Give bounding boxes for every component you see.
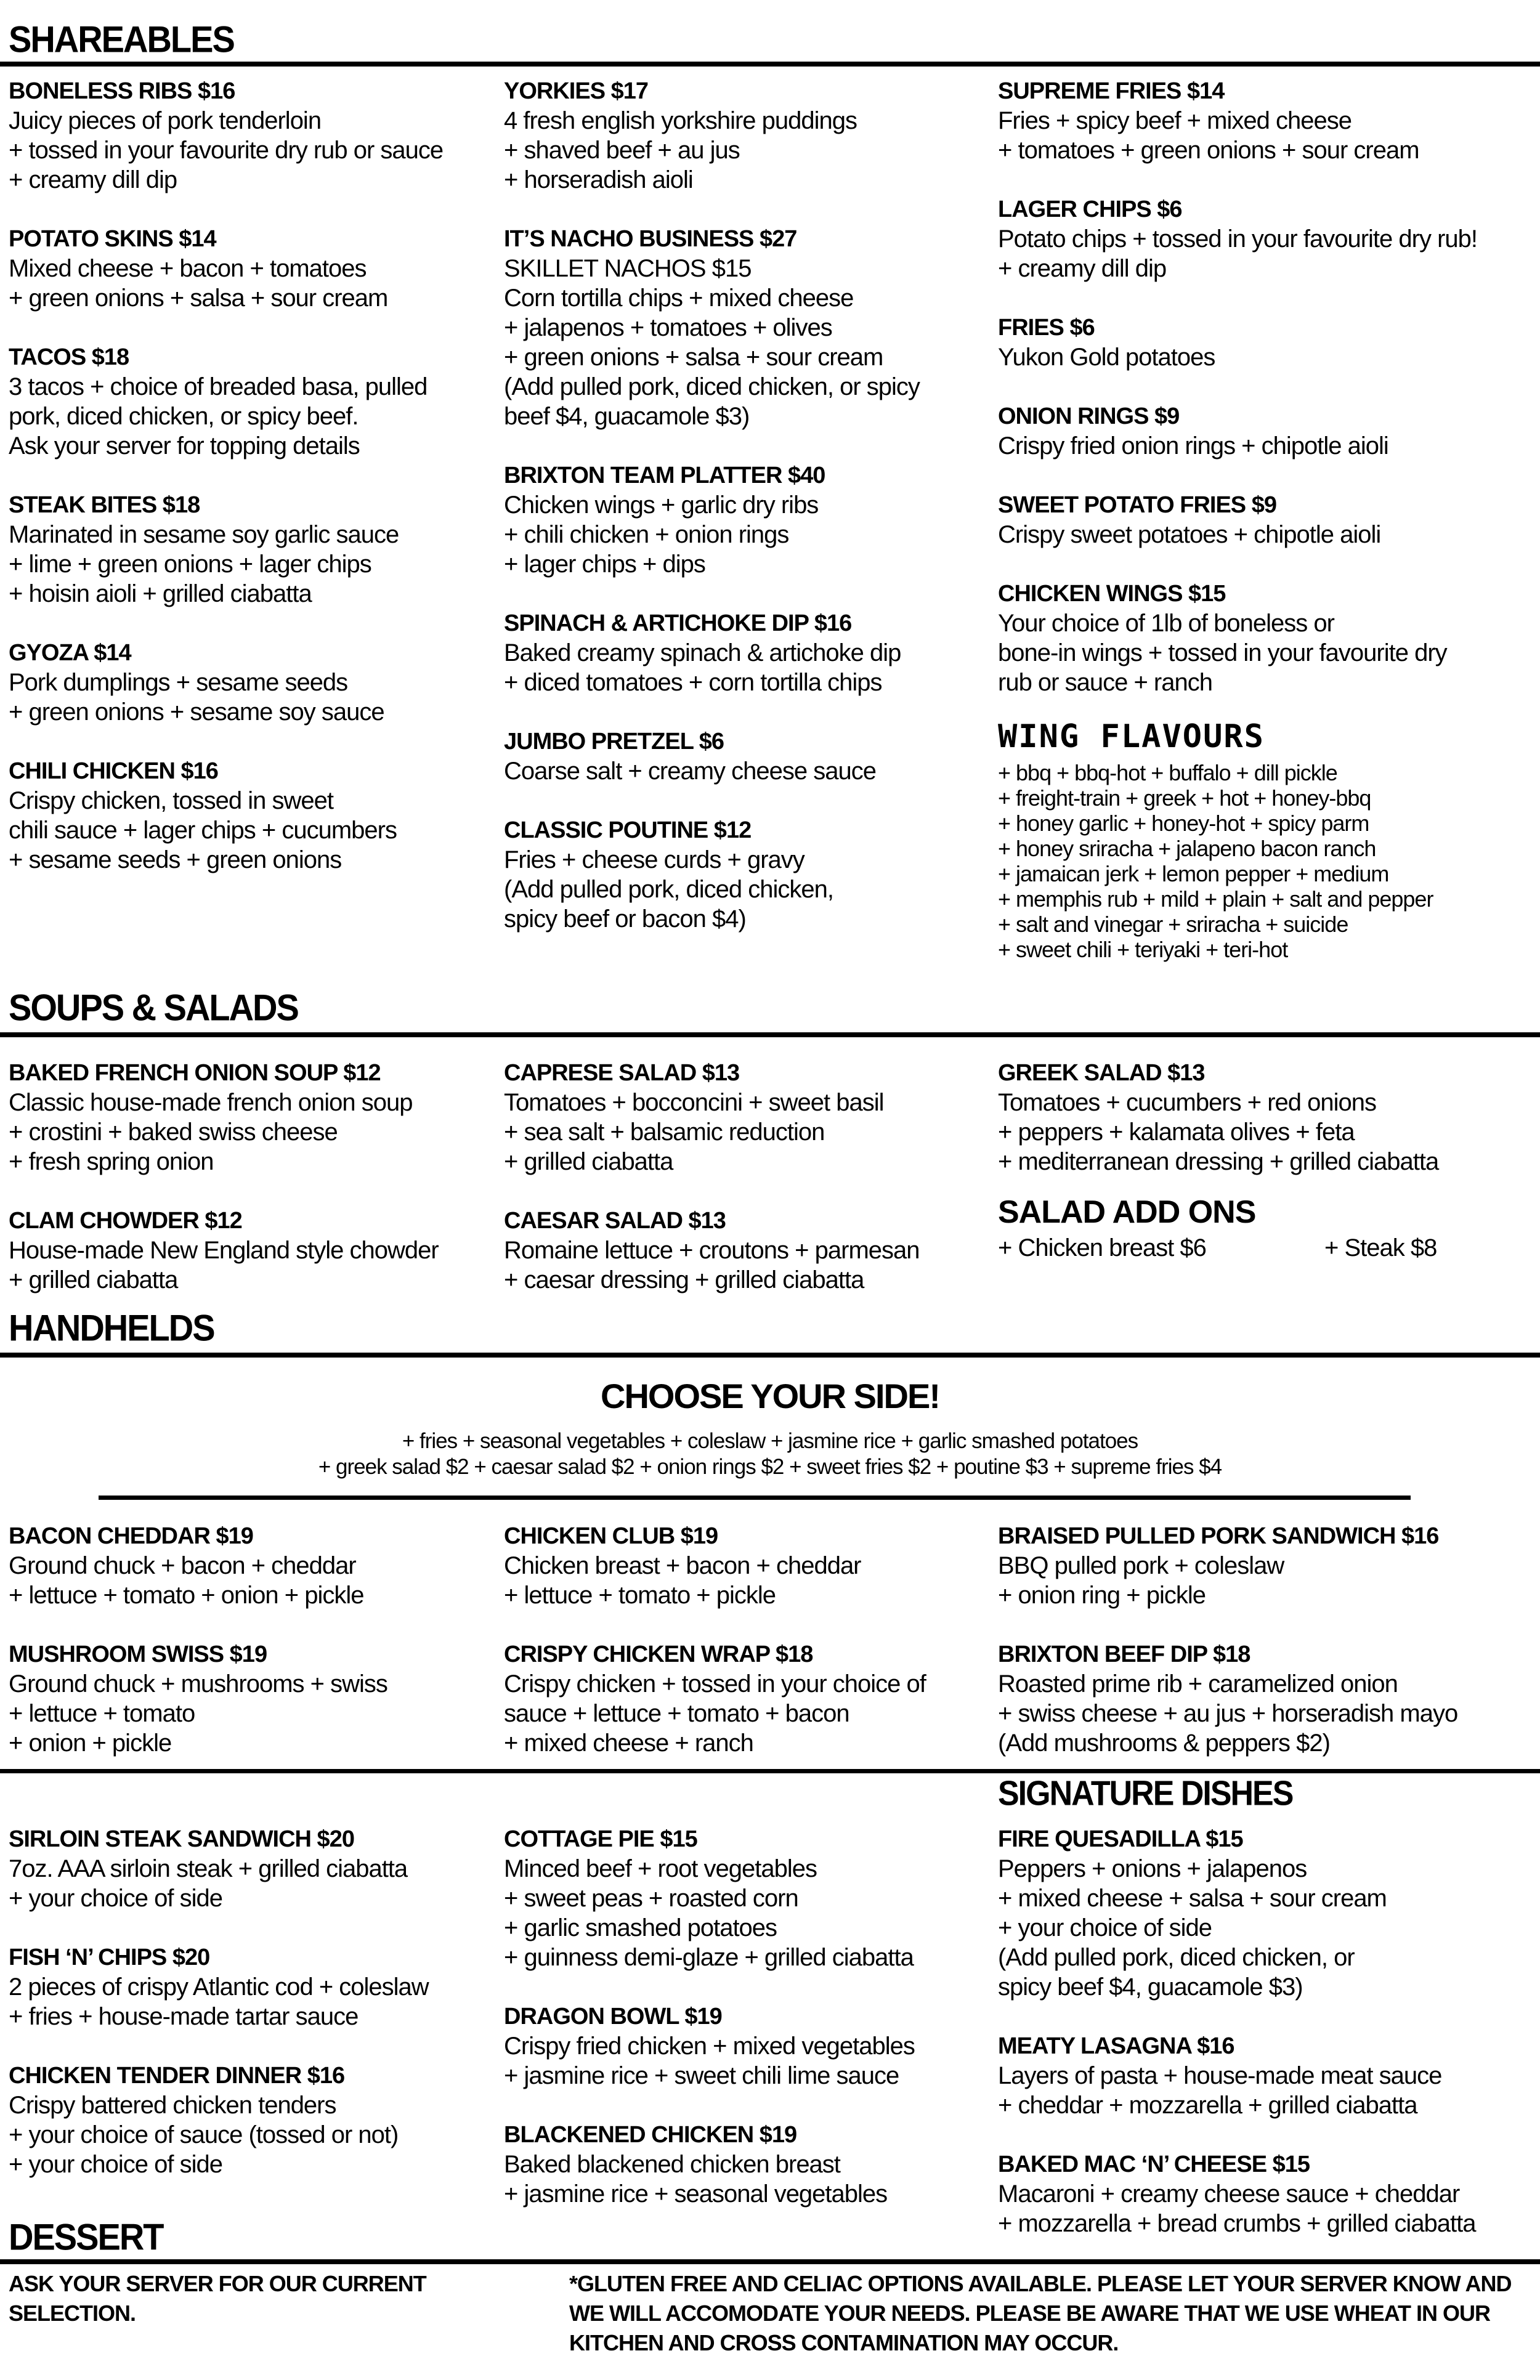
handhelds-column-1 <box>9 1521 495 1787</box>
menu-item-description: (Add pulled pork, diced chicken, or spicy <box>504 373 920 400</box>
menu-item-description: Ground chuck + bacon + cheddar <box>9 1552 356 1579</box>
handhelds-column-2 <box>504 1521 991 1787</box>
menu-item-description: Marinated in sesame soy garlic sauce <box>9 521 399 548</box>
menu-item-title: FIRE QUESADILLA $15 <box>998 1826 1243 1852</box>
menu-item <box>504 1824 991 1972</box>
menu-item-title: YORKIES $17 <box>504 78 648 104</box>
sides-included: + fries + seasonal vegetables + coleslaw + jasmine rice + garlic smashed potatoes <box>402 1429 1138 1453</box>
wing-flavour-line: + salt and vinegar + sriracha + suicide <box>998 912 1348 937</box>
menu-item-description: Macaroni + creamy cheese sauce + cheddar <box>998 2180 1460 2208</box>
menu-item <box>998 2150 1534 2238</box>
menu-item <box>998 402 1534 461</box>
menu-item-description: + caesar dressing + grilled ciabatta <box>504 1266 864 1293</box>
dessert-note-line: ASK YOUR SERVER FOR OUR CURRENT <box>9 2271 426 2296</box>
menu-item-description: + grilled ciabatta <box>9 1266 178 1293</box>
menu-item-title: SPINACH & ARTICHOKE DIP $16 <box>504 610 852 636</box>
menu-item-description: + fresh spring onion <box>9 1148 214 1175</box>
menu-item <box>998 1058 1534 1176</box>
menu-item <box>998 490 1534 549</box>
menu-item-description: Potato chips + tossed in your favourite dry rub! <box>998 225 1477 253</box>
menu-item-description: + green onions + salsa + sour cream <box>9 285 388 312</box>
menu-item-description: rub or sauce + ranch <box>998 669 1212 696</box>
menu-item <box>504 1640 991 1758</box>
menu-item-description: + horseradish aioli <box>504 166 693 193</box>
section-heading-dessert: DESSERT <box>9 2216 163 2258</box>
handhelds-column-3 <box>998 1521 1534 1787</box>
gluten-note-line: *GLUTEN FREE AND CELIAC OPTIONS AVAILABLE. PLEASE LET YOUR SERVER KNOW AND <box>569 2271 1512 2296</box>
menu-item <box>9 76 495 195</box>
menu-item <box>504 76 991 195</box>
menu-item-description: + shaved beef + au jus <box>504 137 740 164</box>
menu-item-title: CHILI CHICKEN $16 <box>9 758 218 784</box>
signature-dishes-heading: SIGNATURE DISHES <box>998 1774 1293 1813</box>
menu-item <box>998 76 1534 165</box>
menu-item-description: Tomatoes + cucumbers + red onions <box>998 1089 1377 1116</box>
section-heading-handhelds: HANDHELDS <box>9 1306 214 1349</box>
menu-item-description: + jasmine rice + seasonal vegetables <box>504 2180 888 2208</box>
sides-divider <box>99 1496 1411 1500</box>
menu-item-description: Pork dumplings + sesame seeds <box>9 669 348 696</box>
menu-item-title: CAPRESE SALAD $13 <box>504 1060 740 1086</box>
menu-item-description: House-made New England style chowder <box>9 1237 439 1264</box>
menu-item-title: CAESAR SALAD $13 <box>504 1208 726 1234</box>
menu-item <box>9 638 495 727</box>
signature-dishes-column <box>998 1824 1534 2268</box>
wing-flavour-line: + honey sriracha + jalapeno bacon ranch <box>998 836 1376 861</box>
menu-item-description: Fries + spicy beef + mixed cheese <box>998 107 1352 134</box>
menu-item-description: Crispy fried onion rings + chipotle aioli <box>998 432 1388 459</box>
menu-item-title: SWEET POTATO FRIES $9 <box>998 492 1276 518</box>
menu-item-description: (Add mushrooms & peppers $2) <box>998 1730 1330 1757</box>
menu-item-title: BRIXTON TEAM PLATTER $40 <box>504 463 825 488</box>
section-heading-shareables: SHAREABLES <box>9 18 234 60</box>
menu-item-description: SKILLET NACHOS $15 <box>504 255 752 282</box>
wing-flavours-list <box>998 760 1534 962</box>
menu-item-title: BACON CHEDDAR $19 <box>9 1523 253 1549</box>
mains-column-1 <box>9 1824 495 2209</box>
menu-item-description: + lager chips + dips <box>504 551 705 578</box>
menu-item <box>998 1824 1534 2002</box>
menu-item-description: spicy beef $4, guacamole $3) <box>998 1973 1303 2001</box>
menu-item-description: Corn tortilla chips + mixed cheese <box>504 285 854 312</box>
menu-item-description: + peppers + kalamata olives + feta <box>998 1119 1355 1146</box>
menu-item-title: GREEK SALAD $13 <box>998 1060 1205 1086</box>
salad-add-ons-heading: SALAD ADD ONS <box>998 1194 1256 1230</box>
menu-item-description: + your choice of side <box>9 2151 222 2178</box>
menu-item-description: + your choice of side <box>998 1914 1212 1941</box>
menu-item-title: CHICKEN TENDER DINNER $16 <box>9 2063 345 2089</box>
menu-item-description: Layers of pasta + house-made meat sauce <box>998 2062 1442 2089</box>
menu-item-description: Crispy chicken, tossed in sweet <box>9 787 334 814</box>
menu-item-description: (Add pulled pork, diced chicken, or <box>998 1944 1355 1971</box>
menu-item-description: + swiss cheese + au jus + horseradish mayo <box>998 1700 1458 1727</box>
shareables-column-1 <box>9 76 495 904</box>
menu-item-description: Coarse salt + creamy cheese sauce <box>504 758 876 785</box>
menu-item-description: Crispy chicken + tossed in your choice of <box>504 1670 926 1698</box>
menu-item-description: + creamy dill dip <box>9 166 177 193</box>
menu-item-title: DRAGON BOWL $19 <box>504 2004 722 2030</box>
menu-item-description: Crispy sweet potatoes + chipotle aioli <box>998 521 1381 548</box>
menu-item-description: + green onions + sesame soy sauce <box>9 698 384 726</box>
menu-item-description: + creamy dill dip <box>998 255 1167 282</box>
gluten-free-note <box>569 2269 1536 2358</box>
menu-item <box>504 1058 991 1176</box>
menu-item-description: + sesame seeds + green onions <box>9 846 342 873</box>
menu-item <box>998 579 1534 697</box>
menu-item <box>9 1058 495 1176</box>
menu-item <box>504 461 991 579</box>
menu-item <box>9 224 495 313</box>
menu-item <box>504 727 991 786</box>
handhelds-divider <box>0 1769 1540 1773</box>
shareables-column-2 <box>504 76 991 963</box>
menu-item-description: + lettuce + tomato + pickle <box>504 1582 776 1609</box>
salad-add-ons <box>998 1233 1534 1264</box>
menu-item <box>9 490 495 609</box>
menu-item-description: bone-in wings + tossed in your favourite dry <box>998 639 1447 666</box>
menu-item <box>9 1206 495 1295</box>
menu-item-description: Baked blackened chicken breast <box>504 2151 840 2178</box>
menu-item-description: Yukon Gold potatoes <box>998 344 1215 371</box>
shareables-column-3 <box>998 76 1534 962</box>
menu-item <box>9 756 495 875</box>
menu-item-title: ONION RINGS $9 <box>998 403 1180 429</box>
menu-item-description: (Add pulled pork, diced chicken, <box>504 876 833 903</box>
menu-item-description: beef $4, guacamole $3) <box>504 403 750 430</box>
menu-item-description: Ask your server for topping details <box>9 432 360 459</box>
menu-item-description: Juicy pieces of pork tenderloin <box>9 107 322 134</box>
menu-item <box>9 1640 495 1758</box>
soups-column-1 <box>9 1058 495 1324</box>
menu-item-description: + cheddar + mozzarella + grilled ciabatta <box>998 2092 1417 2119</box>
menu-item-description: 3 tacos + choice of breaded basa, pulled <box>9 373 428 400</box>
menu-item-description: Peppers + onions + jalapenos <box>998 1855 1307 1882</box>
menu-item-description: Your choice of 1lb of boneless or <box>998 610 1334 637</box>
menu-item-title: CRISPY CHICKEN WRAP $18 <box>504 1641 813 1667</box>
wing-flavour-line: + bbq + bbq-hot + buffalo + dill pickle <box>998 760 1337 785</box>
menu-item <box>504 609 991 697</box>
menu-item <box>998 1521 1534 1610</box>
menu-item-title: BLACKENED CHICKEN $19 <box>504 2122 797 2148</box>
menu-item-description: + mixed cheese + ranch <box>504 1730 753 1757</box>
menu-item-description: + chili chicken + onion rings <box>504 521 789 548</box>
menu-item-description: + green onions + salsa + sour cream <box>504 344 883 371</box>
menu-item-description: 4 fresh english yorkshire puddings <box>504 107 857 134</box>
menu-item-description: + sea salt + balsamic reduction <box>504 1119 825 1146</box>
menu-item <box>504 2002 991 2091</box>
menu-item-description: spicy beef or bacon $4) <box>504 905 746 933</box>
menu-item-description: + your choice of side <box>9 1885 222 1912</box>
choose-your-side-heading: CHOOSE YOUR SIDE! <box>601 1377 939 1415</box>
menu-item-description: + jasmine rice + sweet chili lime sauce <box>504 2062 899 2089</box>
add-on-chicken: + Chicken breast $6 <box>998 1234 1206 1261</box>
wing-flavours-heading: WING FLAVOURS <box>998 718 1265 755</box>
menu-item <box>998 313 1534 372</box>
menu-item-title: CLASSIC POUTINE $12 <box>504 817 752 843</box>
menu-item <box>9 2061 495 2179</box>
menu-item-title: SIRLOIN STEAK SANDWICH $20 <box>9 1826 354 1852</box>
menu-item-title: SUPREME FRIES $14 <box>998 78 1225 104</box>
menu-item-title: POTATO SKINS $14 <box>9 226 216 252</box>
menu-item-description: + hoisin aioli + grilled ciabatta <box>9 580 312 607</box>
menu-item-title: JUMBO PRETZEL $6 <box>504 729 724 755</box>
menu-item <box>504 1206 991 1295</box>
menu-item-description: Crispy battered chicken tenders <box>9 2092 336 2119</box>
salads-column-2 <box>504 1058 991 1324</box>
wing-flavour-line: + memphis rub + mild + plain + salt and pepper <box>998 886 1433 912</box>
section-divider <box>0 1032 1540 1037</box>
menu-item <box>9 342 495 461</box>
menu-item-title: CHICKEN WINGS $15 <box>998 581 1226 607</box>
menu-item-title: BONELESS RIBS $16 <box>9 78 235 104</box>
menu-item-description: 2 pieces of crispy Atlantic cod + coleslaw <box>9 1973 429 2001</box>
dessert-note-line: SELECTION. <box>9 2301 136 2326</box>
salads-column-3 <box>998 1058 1534 1264</box>
menu-item-description: Classic house-made french onion soup <box>9 1089 413 1116</box>
menu-item-description: + tomatoes + green onions + sour cream <box>998 137 1419 164</box>
menu-item-description: pork, diced chicken, or spicy beef. <box>9 403 359 430</box>
menu-item <box>504 224 991 431</box>
menu-item <box>998 1640 1534 1758</box>
menu-item-title: FRIES $6 <box>998 315 1095 341</box>
sides-upgrade: + greek salad $2 + caesar salad $2 + onion rings $2 + sweet fries $2 + poutine $3 + supreme fries $4 <box>318 1455 1222 1479</box>
menu-item-description: 7oz. AAA sirloin steak + grilled ciabatta <box>9 1855 408 1882</box>
menu-item-description: + onion ring + pickle <box>998 1582 1206 1609</box>
add-on-steak: + Steak $8 <box>1324 1234 1437 1261</box>
menu-item-title: BRIXTON BEEF DIP $18 <box>998 1641 1250 1667</box>
menu-item-title: TACOS $18 <box>9 344 129 370</box>
menu-item <box>998 2031 1534 2120</box>
menu-item-description: + lettuce + tomato + onion + pickle <box>9 1582 364 1609</box>
menu-item-description: Tomatoes + bocconcini + sweet basil <box>504 1089 884 1116</box>
gluten-note-line: KITCHEN AND CROSS CONTAMINATION MAY OCCUR. <box>569 2330 1119 2355</box>
dessert-note <box>9 2269 514 2328</box>
menu-item-description: Baked creamy spinach & artichoke dip <box>504 639 901 666</box>
menu-item-description: Ground chuck + mushrooms + swiss <box>9 1670 387 1698</box>
menu-item-description: Roasted prime rib + caramelized onion <box>998 1670 1398 1698</box>
menu-item-description: Crispy fried chicken + mixed vegetables <box>504 2033 915 2060</box>
menu-item-description: + your choice of sauce (tossed or not) <box>9 2121 399 2148</box>
menu-item-description: + onion + pickle <box>9 1730 172 1757</box>
menu-item-title: MUSHROOM SWISS $19 <box>9 1641 267 1667</box>
menu-item-title: COTTAGE PIE $15 <box>504 1826 697 1852</box>
menu-item-description: + tossed in your favourite dry rub or sauce <box>9 137 444 164</box>
menu-item <box>9 1824 495 1913</box>
menu-item-title: MEATY LASAGNA $16 <box>998 2033 1234 2059</box>
menu-item-description: BBQ pulled pork + coleslaw <box>998 1552 1284 1579</box>
mains-column-2 <box>504 1824 991 2238</box>
menu-item <box>504 2120 991 2209</box>
menu-item-description: + mixed cheese + salsa + sour cream <box>998 1885 1387 1912</box>
wing-flavour-line: + jamaican jerk + lemon pepper + medium <box>998 861 1389 886</box>
menu-item-description: + fries + house-made tartar sauce <box>9 2003 359 2030</box>
menu-item-description: + lime + green onions + lager chips <box>9 551 371 578</box>
menu-item <box>998 195 1534 283</box>
menu-item-title: BAKED MAC ‘N’ CHEESE $15 <box>998 2151 1310 2177</box>
gluten-note-line: WE WILL ACCOMODATE YOUR NEEDS. PLEASE BE AWARE THAT WE USE WHEAT IN OUR <box>569 2301 1491 2326</box>
section-divider <box>0 62 1540 67</box>
menu-item-title: BRAISED PULLED PORK SANDWICH $16 <box>998 1523 1439 1549</box>
menu-item <box>9 1943 495 2031</box>
menu-item-description: + diced tomatoes + corn tortilla chips <box>504 669 882 696</box>
wing-flavour-line: + honey garlic + honey-hot + spicy parm <box>998 811 1369 836</box>
menu-item-title: STEAK BITES $18 <box>9 492 200 518</box>
menu-item-title: CHICKEN CLUB $19 <box>504 1523 718 1549</box>
menu-item-description: Mixed cheese + bacon + tomatoes <box>9 255 367 282</box>
menu-item-title: LAGER CHIPS $6 <box>998 196 1182 222</box>
menu-item-title: BAKED FRENCH ONION SOUP $12 <box>9 1060 381 1086</box>
section-heading-soups-salads: SOUPS & SALADS <box>9 986 298 1029</box>
menu-item-description: Minced beef + root vegetables <box>504 1855 817 1882</box>
menu-item-description: + sweet peas + roasted corn <box>504 1885 798 1912</box>
menu-item-description: + mediterranean dressing + grilled ciabatta <box>998 1148 1439 1175</box>
menu-item-description: + guinness demi-glaze + grilled ciabatta <box>504 1944 914 1971</box>
section-divider <box>0 2259 1540 2264</box>
wing-flavour-line: + freight-train + greek + hot + honey-bbq <box>998 785 1371 811</box>
menu-item-description: + jalapenos + tomatoes + olives <box>504 314 832 341</box>
menu-item-description: Chicken breast + bacon + cheddar <box>504 1552 861 1579</box>
menu-item <box>504 1521 991 1610</box>
menu-item-description: chili sauce + lager chips + cucumbers <box>9 817 397 844</box>
menu-item-description: + grilled ciabatta <box>504 1148 673 1175</box>
menu-item-description: + crostini + baked swiss cheese <box>9 1119 338 1146</box>
menu-item-title: FISH ‘N’ CHIPS $20 <box>9 1945 210 1970</box>
menu-item-description: + lettuce + tomato <box>9 1700 195 1727</box>
section-divider <box>0 1353 1540 1358</box>
menu-item-description: + mozzarella + bread crumbs + grilled ciabatta <box>998 2210 1476 2237</box>
menu-item-description: Romaine lettuce + croutons + parmesan <box>504 1237 920 1264</box>
menu-item-title: CLAM CHOWDER $12 <box>9 1208 242 1234</box>
menu-item-description: Chicken wings + garlic dry ribs <box>504 492 819 519</box>
menu-item-title: GYOZA $14 <box>9 640 131 666</box>
shareables-column-3-items <box>998 76 1534 697</box>
menu-item <box>504 816 991 934</box>
menu-item-description: Fries + cheese curds + gravy <box>504 846 804 873</box>
salads-column-3-items <box>998 1058 1534 1176</box>
menu-item <box>9 1521 495 1610</box>
menu-item-description: sauce + lettuce + tomato + bacon <box>504 1700 849 1727</box>
wing-flavour-line: + sweet chili + teriyaki + teri-hot <box>998 937 1288 962</box>
menu-item-title: IT’S NACHO BUSINESS $27 <box>504 226 797 252</box>
menu-item-description: + garlic smashed potatoes <box>504 1914 777 1941</box>
